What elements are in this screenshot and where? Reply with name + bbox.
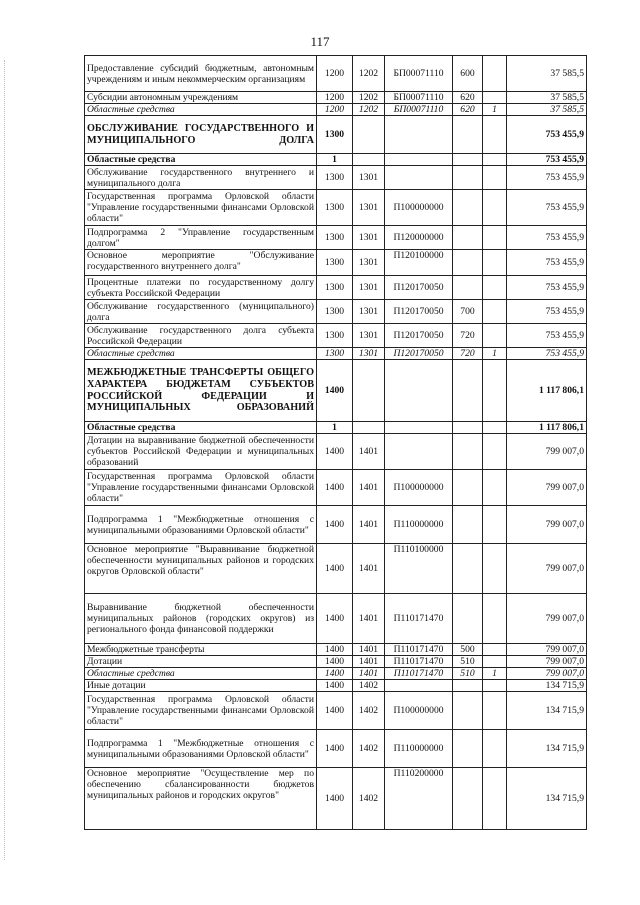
row-funding-source bbox=[483, 360, 507, 422]
row-section: 1400 bbox=[317, 594, 353, 644]
row-expense-type bbox=[453, 226, 483, 250]
row-target-article: П100000000 bbox=[385, 470, 453, 506]
row-target-article: П110171470 bbox=[385, 594, 453, 644]
row-amount: 799 007,0 bbox=[507, 470, 587, 506]
row-subsection: 1401 bbox=[353, 544, 385, 594]
row-expense-type bbox=[453, 422, 483, 434]
row-name: Областные средства bbox=[85, 154, 317, 166]
row-amount: 1 117 806,1 bbox=[507, 360, 587, 422]
row-amount: 37 585,5 bbox=[507, 92, 587, 104]
row-target-article: П110171470 bbox=[385, 668, 453, 680]
row-amount: 799 007,0 bbox=[507, 668, 587, 680]
row-section: 1300 bbox=[317, 250, 353, 276]
row-amount: 37 585,5 bbox=[507, 56, 587, 92]
row-amount: 799 007,0 bbox=[507, 544, 587, 594]
row-subsection: 1401 bbox=[353, 668, 385, 680]
row-subsection: 1401 bbox=[353, 434, 385, 470]
row-expense-type bbox=[453, 680, 483, 692]
row-name: Подпрограмма 1 "Межбюджетные отношения с муниципальными образованиями Орловской области" bbox=[85, 730, 317, 768]
row-amount: 799 007,0 bbox=[507, 434, 587, 470]
table-row bbox=[85, 768, 587, 830]
row-target-article: БП00071110 bbox=[385, 104, 453, 116]
table-row bbox=[85, 434, 587, 470]
scan-edge bbox=[4, 60, 6, 860]
row-amount: 134 715,9 bbox=[507, 680, 587, 692]
row-section: 1300 bbox=[317, 300, 353, 324]
table-row bbox=[85, 656, 587, 668]
table-row bbox=[85, 730, 587, 768]
row-name: МЕЖБЮДЖЕТНЫЕ ТРАНСФЕРТЫ ОБЩЕГО ХАРАКТЕРА БЮДЖЕТАМ СУБЪЕКТОВ РОССИЙСКОЙ ФЕДЕРАЦИИ И МУНИЦИПАЛЬНЫХ ОБРАЗОВАНИЙ bbox=[85, 360, 317, 422]
row-target-article: П120170050 bbox=[385, 300, 453, 324]
row-subsection: 1301 bbox=[353, 300, 385, 324]
row-section: 1 bbox=[317, 154, 353, 166]
row-target-article: П110171470 bbox=[385, 656, 453, 668]
row-funding-source bbox=[483, 422, 507, 434]
row-expense-type bbox=[453, 250, 483, 276]
row-funding-source bbox=[483, 190, 507, 226]
row-subsection: 1402 bbox=[353, 730, 385, 768]
row-section: 1400 bbox=[317, 668, 353, 680]
row-section: 1200 bbox=[317, 56, 353, 92]
row-funding-source bbox=[483, 594, 507, 644]
table-row bbox=[85, 348, 587, 360]
row-section: 1400 bbox=[317, 692, 353, 730]
row-expense-type bbox=[453, 544, 483, 594]
row-expense-type bbox=[453, 276, 483, 300]
row-name: Областные средства bbox=[85, 422, 317, 434]
row-subsection: 1202 bbox=[353, 56, 385, 92]
row-target-article: П120170050 bbox=[385, 348, 453, 360]
row-target-article: П100000000 bbox=[385, 692, 453, 730]
row-amount: 753 455,9 bbox=[507, 324, 587, 348]
row-amount: 753 455,9 bbox=[507, 116, 587, 154]
row-expense-type bbox=[453, 116, 483, 154]
row-expense-type bbox=[453, 730, 483, 768]
row-funding-source bbox=[483, 226, 507, 250]
row-funding-source bbox=[483, 56, 507, 92]
row-amount: 753 455,9 bbox=[507, 154, 587, 166]
table-row bbox=[85, 166, 587, 190]
table-row bbox=[85, 544, 587, 594]
row-name: Основное мероприятие "Обслуживание государственного внутреннего долга" bbox=[85, 250, 317, 276]
row-funding-source bbox=[483, 506, 507, 544]
row-amount: 799 007,0 bbox=[507, 594, 587, 644]
table-row bbox=[85, 250, 587, 276]
row-name: Подпрограмма 2 "Управление государственным долгом" bbox=[85, 226, 317, 250]
row-funding-source: 1 bbox=[483, 668, 507, 680]
table-row bbox=[85, 644, 587, 656]
row-amount: 37 585,5 bbox=[507, 104, 587, 116]
table-row bbox=[85, 680, 587, 692]
table-row bbox=[85, 470, 587, 506]
row-target-article bbox=[385, 434, 453, 470]
table-row bbox=[85, 190, 587, 226]
row-subsection: 1301 bbox=[353, 348, 385, 360]
table-row bbox=[85, 116, 587, 154]
row-name: Межбюджетные трансферты bbox=[85, 644, 317, 656]
row-amount: 134 715,9 bbox=[507, 730, 587, 768]
row-name: Дотации на выравнивание бюджетной обеспеченности субъектов Российской Федерации и муниципальных образований bbox=[85, 434, 317, 470]
row-name: Обслуживание государственного внутреннего и муниципального долга bbox=[85, 166, 317, 190]
table-row bbox=[85, 668, 587, 680]
row-funding-source bbox=[483, 276, 507, 300]
row-name: Выравнивание бюджетной обеспеченности муниципальных районов (городских округов) из регионального фонда финансовой поддержки bbox=[85, 594, 317, 644]
row-subsection: 1401 bbox=[353, 470, 385, 506]
page-number: 117 bbox=[310, 34, 330, 49]
row-expense-type: 620 bbox=[453, 92, 483, 104]
row-expense-type bbox=[453, 434, 483, 470]
row-amount: 799 007,0 bbox=[507, 656, 587, 668]
row-target-article: П120170050 bbox=[385, 276, 453, 300]
row-name: Государственная программа Орловской области "Управление государственными финансами Орловской области" bbox=[85, 470, 317, 506]
row-name: ОБСЛУЖИВАНИЕ ГОСУДАРСТВЕННОГО И МУНИЦИПАЛЬНОГО ДОЛГА bbox=[85, 116, 317, 154]
row-target-article: П120000000 bbox=[385, 226, 453, 250]
row-name: Областные средства bbox=[85, 348, 317, 360]
row-funding-source: 1 bbox=[483, 104, 507, 116]
table-row bbox=[85, 594, 587, 644]
row-funding-source bbox=[483, 250, 507, 276]
row-name: Подпрограмма 1 "Межбюджетные отношения с муниципальными образованиями Орловской области" bbox=[85, 506, 317, 544]
row-section: 1400 bbox=[317, 680, 353, 692]
row-amount: 1 117 806,1 bbox=[507, 422, 587, 434]
row-section: 1300 bbox=[317, 166, 353, 190]
row-expense-type bbox=[453, 166, 483, 190]
row-funding-source bbox=[483, 692, 507, 730]
row-expense-type: 510 bbox=[453, 656, 483, 668]
row-amount: 134 715,9 bbox=[507, 768, 587, 830]
row-funding-source bbox=[483, 656, 507, 668]
row-expense-type bbox=[453, 470, 483, 506]
row-amount: 753 455,9 bbox=[507, 348, 587, 360]
row-section: 1400 bbox=[317, 644, 353, 656]
row-subsection: 1301 bbox=[353, 250, 385, 276]
row-subsection bbox=[353, 154, 385, 166]
row-name: Обслуживание государственного (муниципального) долга bbox=[85, 300, 317, 324]
row-name: Дотации bbox=[85, 656, 317, 668]
budget-table-body bbox=[85, 56, 587, 830]
row-expense-type bbox=[453, 360, 483, 422]
table-row bbox=[85, 324, 587, 348]
row-amount: 753 455,9 bbox=[507, 226, 587, 250]
row-amount: 753 455,9 bbox=[507, 300, 587, 324]
row-name: Предоставление субсидий бюджетным, автономным учреждениям и иным некоммерческим организациям bbox=[85, 56, 317, 92]
table-row bbox=[85, 104, 587, 116]
row-expense-type bbox=[453, 190, 483, 226]
row-section: 1300 bbox=[317, 190, 353, 226]
row-funding-source bbox=[483, 92, 507, 104]
row-funding-source bbox=[483, 768, 507, 830]
row-section: 1400 bbox=[317, 470, 353, 506]
table-row bbox=[85, 360, 587, 422]
row-subsection bbox=[353, 116, 385, 154]
table-row bbox=[85, 692, 587, 730]
table-row bbox=[85, 154, 587, 166]
row-expense-type bbox=[453, 594, 483, 644]
row-section: 1400 bbox=[317, 730, 353, 768]
table-row bbox=[85, 56, 587, 92]
row-section: 1400 bbox=[317, 544, 353, 594]
row-section: 1300 bbox=[317, 324, 353, 348]
row-funding-source bbox=[483, 166, 507, 190]
row-target-article bbox=[385, 154, 453, 166]
row-amount: 753 455,9 bbox=[507, 190, 587, 226]
row-amount: 799 007,0 bbox=[507, 506, 587, 544]
row-section: 1400 bbox=[317, 506, 353, 544]
row-funding-source bbox=[483, 324, 507, 348]
budget-table bbox=[84, 55, 587, 830]
row-expense-type: 720 bbox=[453, 348, 483, 360]
row-subsection bbox=[353, 360, 385, 422]
table-row bbox=[85, 300, 587, 324]
row-expense-type: 620 bbox=[453, 104, 483, 116]
row-target-article bbox=[385, 422, 453, 434]
row-target-article: П100000000 bbox=[385, 190, 453, 226]
row-expense-type bbox=[453, 692, 483, 730]
row-target-article bbox=[385, 360, 453, 422]
row-section: 1300 bbox=[317, 226, 353, 250]
table-row bbox=[85, 422, 587, 434]
row-amount: 799 007,0 bbox=[507, 644, 587, 656]
row-section: 1400 bbox=[317, 656, 353, 668]
row-subsection: 1401 bbox=[353, 506, 385, 544]
row-amount: 753 455,9 bbox=[507, 250, 587, 276]
row-target-article: П110200000 bbox=[385, 768, 453, 830]
row-section: 1400 bbox=[317, 360, 353, 422]
row-target-article: П110100000 bbox=[385, 544, 453, 594]
row-subsection: 1301 bbox=[353, 324, 385, 348]
row-expense-type bbox=[453, 768, 483, 830]
row-expense-type: 720 bbox=[453, 324, 483, 348]
row-section: 1 bbox=[317, 422, 353, 434]
row-section: 1400 bbox=[317, 434, 353, 470]
row-target-article: П110000000 bbox=[385, 506, 453, 544]
row-subsection: 1402 bbox=[353, 692, 385, 730]
row-target-article bbox=[385, 680, 453, 692]
row-subsection: 1401 bbox=[353, 644, 385, 656]
row-expense-type bbox=[453, 506, 483, 544]
row-name: Иные дотации bbox=[85, 680, 317, 692]
row-section: 1300 bbox=[317, 276, 353, 300]
row-funding-source bbox=[483, 470, 507, 506]
row-funding-source bbox=[483, 544, 507, 594]
table-row bbox=[85, 92, 587, 104]
row-section: 1300 bbox=[317, 348, 353, 360]
table-row bbox=[85, 226, 587, 250]
row-subsection: 1202 bbox=[353, 104, 385, 116]
row-section: 1200 bbox=[317, 92, 353, 104]
row-funding-source bbox=[483, 644, 507, 656]
row-subsection bbox=[353, 422, 385, 434]
table-row bbox=[85, 276, 587, 300]
row-funding-source bbox=[483, 434, 507, 470]
row-section: 1400 bbox=[317, 768, 353, 830]
row-funding-source bbox=[483, 730, 507, 768]
row-subsection: 1301 bbox=[353, 276, 385, 300]
row-subsection: 1401 bbox=[353, 656, 385, 668]
row-subsection: 1301 bbox=[353, 226, 385, 250]
row-target-article: БП00071110 bbox=[385, 92, 453, 104]
row-funding-source bbox=[483, 680, 507, 692]
row-name: Основное мероприятие "Осуществление мер по обеспечению сбалансированности бюджетов муниципальных районов и городских округов" bbox=[85, 768, 317, 830]
row-target-article bbox=[385, 166, 453, 190]
row-expense-type: 500 bbox=[453, 644, 483, 656]
row-amount: 753 455,9 bbox=[507, 276, 587, 300]
row-target-article: П120170050 bbox=[385, 324, 453, 348]
row-funding-source: 1 bbox=[483, 348, 507, 360]
row-subsection: 1402 bbox=[353, 768, 385, 830]
row-expense-type: 600 bbox=[453, 56, 483, 92]
row-name: Государственная программа Орловской области "Управление государственными финансами Орловской области" bbox=[85, 692, 317, 730]
row-target-article: П120100000 bbox=[385, 250, 453, 276]
row-target-article bbox=[385, 116, 453, 154]
row-subsection: 1401 bbox=[353, 594, 385, 644]
row-amount: 134 715,9 bbox=[507, 692, 587, 730]
row-name: Основное мероприятие "Выравнивание бюджетной обеспеченности муниципальных районов и городских округов Орловской области" bbox=[85, 544, 317, 594]
row-name: Субсидии автономным учреждениям bbox=[85, 92, 317, 104]
row-target-article: П110000000 bbox=[385, 730, 453, 768]
row-name: Областные средства bbox=[85, 104, 317, 116]
row-name: Государственная программа Орловской области "Управление государственными финансами Орловской области" bbox=[85, 190, 317, 226]
row-subsection: 1301 bbox=[353, 190, 385, 226]
row-subsection: 1301 bbox=[353, 166, 385, 190]
row-name: Процентные платежи по государственному долгу субъекта Российской Федерации bbox=[85, 276, 317, 300]
row-funding-source bbox=[483, 300, 507, 324]
row-funding-source bbox=[483, 116, 507, 154]
row-section: 1200 bbox=[317, 104, 353, 116]
row-amount: 753 455,9 bbox=[507, 166, 587, 190]
row-expense-type: 700 bbox=[453, 300, 483, 324]
row-target-article: П110171470 bbox=[385, 644, 453, 656]
row-target-article: БП00071110 bbox=[385, 56, 453, 92]
table-row bbox=[85, 506, 587, 544]
row-section: 1300 bbox=[317, 116, 353, 154]
row-name: Областные средства bbox=[85, 668, 317, 680]
row-name: Обслуживание государственного долга субъекта Российской Федерации bbox=[85, 324, 317, 348]
row-subsection: 1202 bbox=[353, 92, 385, 104]
row-subsection: 1402 bbox=[353, 680, 385, 692]
row-expense-type: 510 bbox=[453, 668, 483, 680]
row-expense-type bbox=[453, 154, 483, 166]
row-funding-source bbox=[483, 154, 507, 166]
